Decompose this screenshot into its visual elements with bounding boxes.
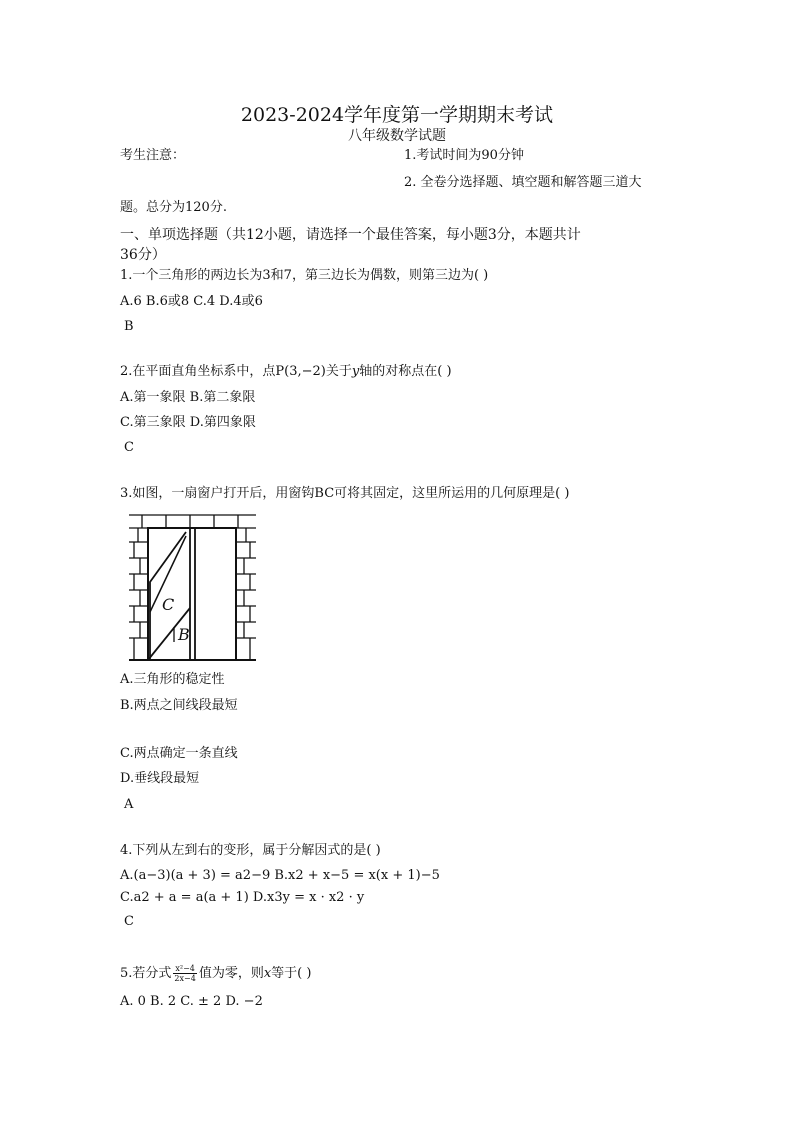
q1-options: A.6 B.6或8 C.4 D.4或6 <box>120 294 263 309</box>
q3-option-b: B.两点之间线段最短 <box>120 698 238 713</box>
q3-option-c: C.两点确定一条直线 <box>120 746 238 761</box>
notice-label: 考生注意： <box>120 148 186 163</box>
notice-item-2-continued: 题。总分为120分. <box>120 200 227 215</box>
q2-answer: C <box>124 440 134 455</box>
q3-option-d: D.垂线段最短 <box>120 771 200 786</box>
q1-answer: B <box>124 319 134 334</box>
section-1-heading: 一、单项选择题（共12小题，请选择一个最佳答案，每小题3分，本题共计 <box>120 227 581 243</box>
figure-label-b: B <box>178 625 190 644</box>
q5-fraction: $\frac{\text{x²−4}}{2x-4}$ <box>174 964 196 983</box>
section-1-heading-continued: 36分） <box>120 247 166 263</box>
q2-options-row-1: A.第一象限 B.第二象限 <box>120 390 256 405</box>
q3-stem: 3.如图，一扇窗户打开后，用窗钩BC可将其固定，这里所运用的几何原理是( ) <box>120 486 570 501</box>
notice-item-2: 2. 全卷分选择题、填空题和解答题三道大 <box>404 175 642 190</box>
q3-option-a: A.三角形的稳定性 <box>120 672 225 687</box>
q5-stem: 5.若分式 $\frac{\text{x²−4}}{2x-4}$ 值为零，则x等于( ) <box>120 964 312 983</box>
q4-stem: 4.下列从左到右的变形，属于分解因式的是( ) <box>120 843 381 858</box>
exam-title: 2023-2024学年度第一学期期末考试 <box>240 104 554 126</box>
notice-item-1: 1.考试时间为90分钟 <box>404 148 524 163</box>
q2-options-row-2: C.第三象限 D.第四象限 <box>120 415 256 430</box>
q5-options: A. 0 B. 2 C. ± 2 D. −2 <box>120 994 263 1009</box>
q1-stem: 1.一个三角形的两边长为3和7，第三边长为偶数，则第三边为( ) <box>120 268 489 283</box>
q4-options-row-2: C.a2 + a = a(a + 1) D.x3y = x · x2 · y <box>120 890 365 905</box>
q4-answer: C <box>124 914 134 929</box>
window-figure <box>126 512 258 664</box>
figure-label-c: C <box>162 595 175 614</box>
q3-answer: A <box>124 797 134 812</box>
q2-stem: 2.在平面直角坐标系中，点P(3,−2)关于y轴的对称点在( ) <box>120 364 452 379</box>
exam-subtitle: 八年级数学试题 <box>348 128 446 144</box>
q4-options-row-1: A.(a−3)(a + 3) = a2−9 B.x2 + x−5 = x(x + 1)−5 <box>120 868 440 883</box>
